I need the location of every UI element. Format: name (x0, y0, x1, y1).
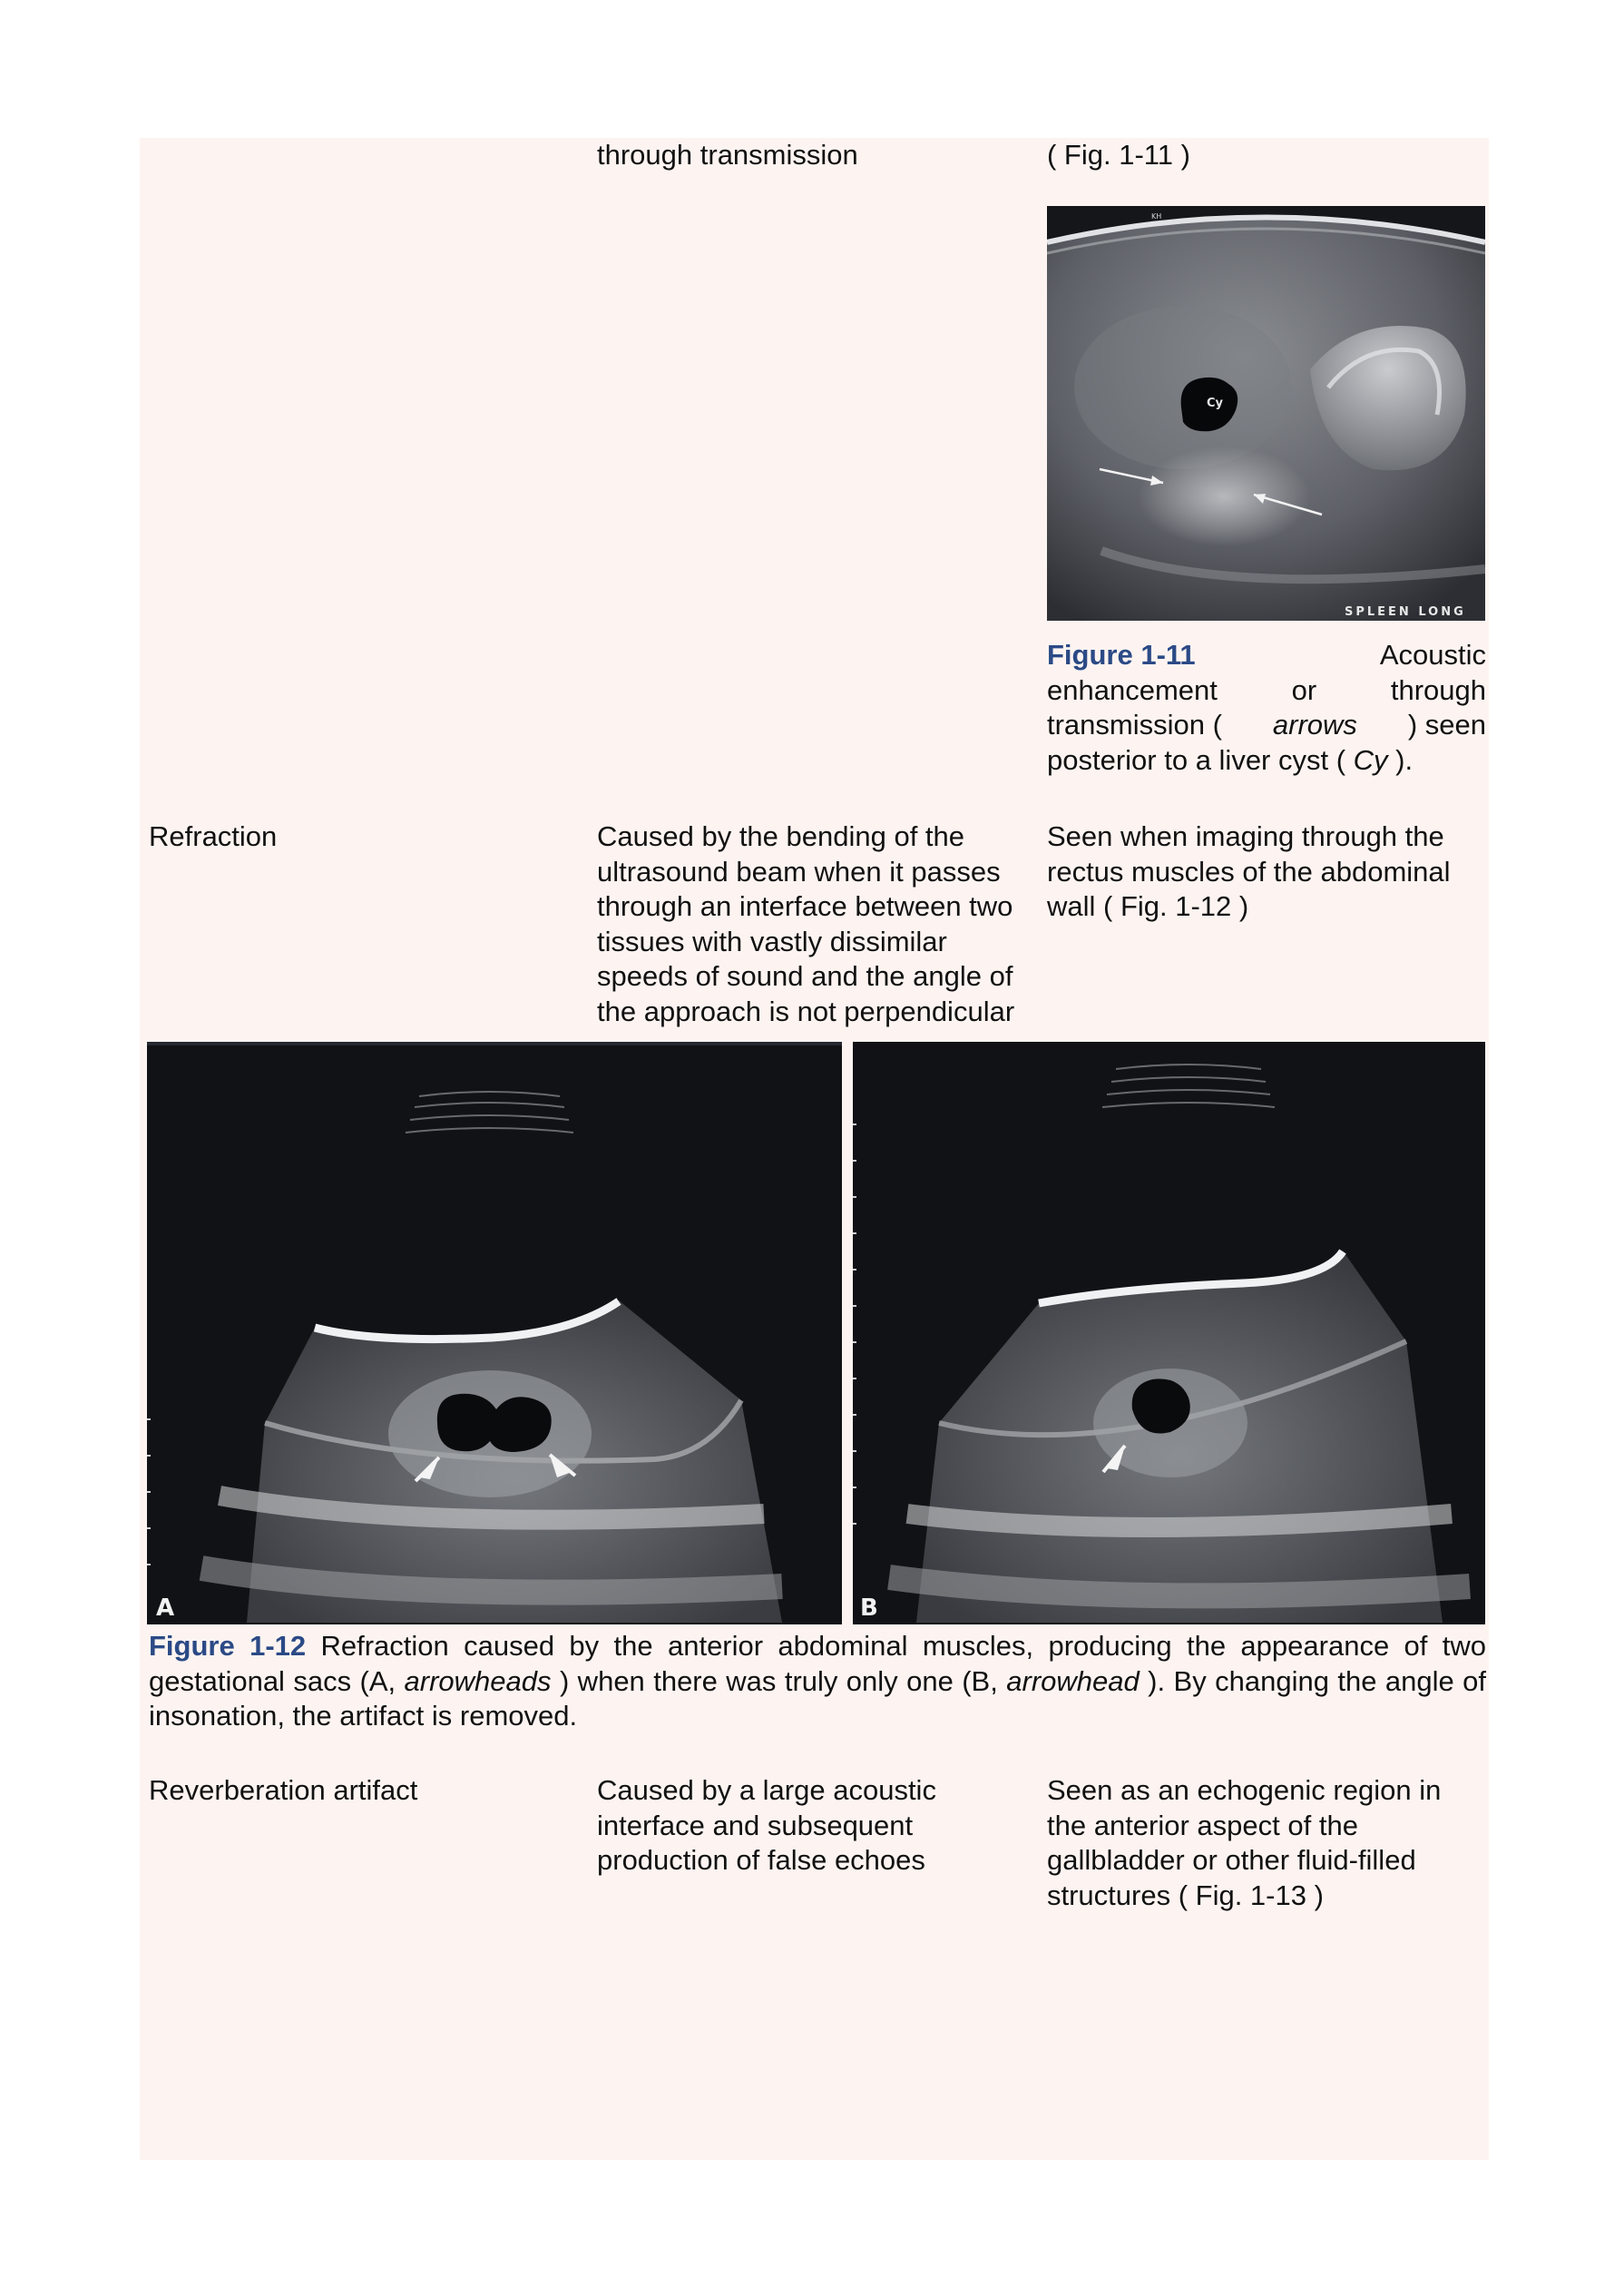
figure-1-12-panel-b-image (853, 1042, 1485, 1624)
reverberation-description: Caused by a large acoustic interface and subsequent production of false echoes (597, 1774, 936, 1876)
panel-a-label: A (156, 1594, 175, 1622)
refraction-description: Caused by the bending of the ultrasound beam when it passes through an interface between two tissues with vastly dissimilar speeds of sound and the angle of the approach is not perpendicular (597, 820, 1015, 1027)
reverberation-appearance: Seen as an echogenic region in the anterior aspect of the gallbladder or other fluid-filled structures ( Fig. 1-13 ) (1047, 1774, 1442, 1911)
figure-1-11-label: Figure 1-11 (1047, 639, 1196, 671)
panel-b-label: B (860, 1594, 878, 1622)
figure-1-12-label: Figure 1-12 (149, 1630, 307, 1662)
image-marker: KH (1151, 212, 1162, 221)
through-transmission-fig-ref: ( Fig. 1-11 ) (1047, 139, 1190, 171)
figure-1-12-panel-a-image (147, 1042, 842, 1624)
figure-1-12-caption: Figure 1-12 Refraction caused by the anterior abdominal muscles, producing the appearance of two gestational sacs (A, arrowheads ) when there was truly only one (B, arrowhead ). By changing the angle of insonation, the artifact is removed. (149, 1630, 1486, 1732)
through-transmission-description: through transmission (597, 139, 858, 171)
reverberation-name: Reverberation artifact (149, 1774, 418, 1806)
spleen-long-label: SPLEEN LONG (1345, 605, 1466, 619)
refraction-name: Refraction (149, 820, 278, 852)
figure-1-11-caption: Figure 1-11 Acoustic enhancement or through transmission ( arrows ) seen posterior to a liver cyst ( Cy ). (1047, 639, 1486, 776)
figure-1-11-ultrasound-image (1047, 206, 1485, 621)
refraction-appearance: Seen when imaging through the rectus muscles of the abdominal wall ( Fig. 1-12 ) (1047, 820, 1451, 922)
cyst-label: Cy (1207, 397, 1224, 410)
